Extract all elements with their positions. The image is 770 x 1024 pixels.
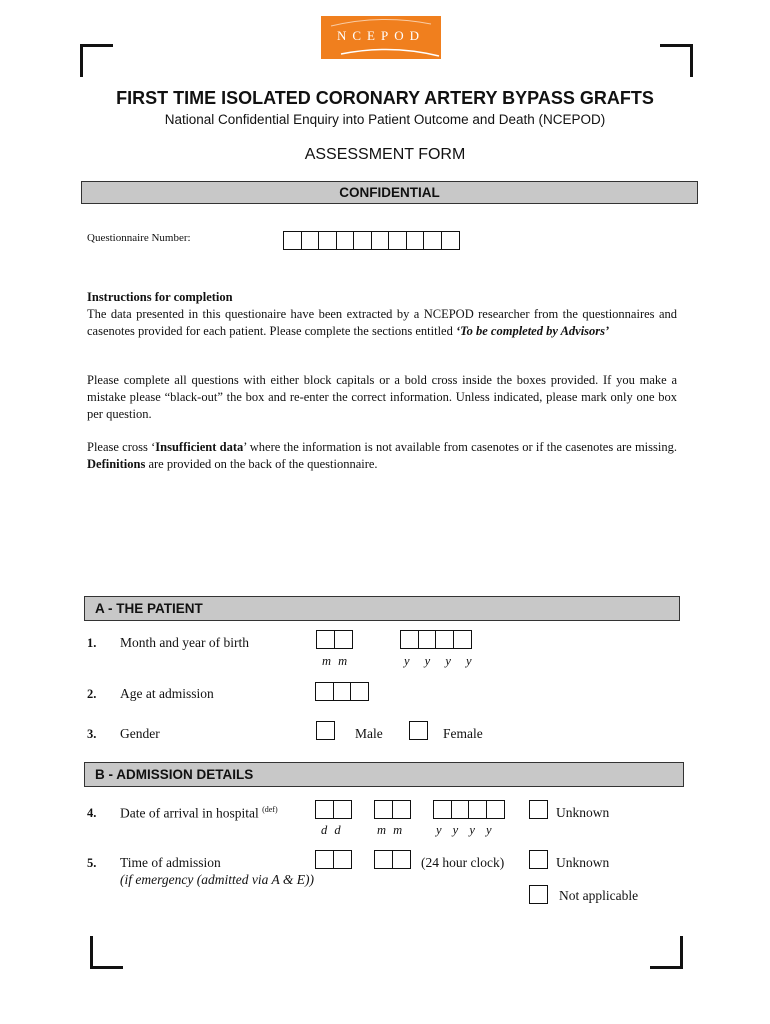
digit-box[interactable] — [388, 231, 407, 250]
definition-marker: (def) — [262, 805, 278, 814]
question-text: Gender — [120, 726, 160, 741]
arrival-unknown-checkbox[interactable] — [529, 800, 548, 819]
corner-mark-bottom-left — [90, 936, 123, 969]
day-hint: d d — [321, 823, 343, 837]
female-checkbox[interactable] — [409, 721, 428, 740]
digit-box[interactable] — [392, 850, 411, 869]
question-text-main: Date of arrival in hospital — [120, 805, 259, 821]
digit-box[interactable] — [374, 850, 393, 869]
digit-box[interactable] — [400, 630, 419, 649]
question-subtext: (if emergency (admitted via A & E)) — [120, 872, 314, 887]
admission-unknown-checkbox[interactable] — [529, 850, 548, 869]
instructions-block — [87, 289, 677, 340]
question-number: 4. — [87, 806, 97, 820]
ncepod-logo — [321, 16, 441, 59]
female-label: Female — [443, 726, 483, 741]
digit-box[interactable] — [301, 231, 320, 250]
year-hint: y y y y — [404, 654, 478, 668]
instructions-text: Please cross ‘ — [87, 440, 156, 454]
definitions-term: Definitions — [87, 457, 146, 471]
digit-box[interactable] — [468, 800, 487, 819]
page-subtitle: National Confidential Enquiry into Patient Outcome and Death (NCEPOD) — [164, 112, 606, 127]
instructions-paragraph-3 — [87, 439, 677, 473]
section-b-header: B - ADMISSION DETAILS — [84, 762, 684, 787]
instructions-text: ’ where the information is not available from casenotes or if the casenotes are missing. — [243, 440, 677, 454]
unknown-label: Unknown — [556, 855, 610, 870]
month-hint: m m — [377, 823, 405, 837]
digit-box[interactable] — [392, 800, 411, 819]
digit-box[interactable] — [315, 800, 334, 819]
year-hint: y y y y — [436, 823, 496, 837]
digit-box[interactable] — [315, 850, 334, 869]
page-title: FIRST TIME ISOLATED CORONARY ARTERY BYPASS GRAFTS — [116, 88, 654, 108]
section-a-header: A - THE PATIENT — [84, 596, 680, 621]
corner-mark-bottom-right — [650, 936, 683, 969]
digit-box[interactable] — [333, 682, 352, 701]
digit-box[interactable] — [333, 850, 352, 869]
question-text: Time of admission — [120, 855, 221, 870]
digit-box[interactable] — [333, 800, 352, 819]
corner-mark-top-right — [660, 44, 693, 77]
male-checkbox[interactable] — [316, 721, 335, 740]
not-applicable-checkbox[interactable] — [529, 885, 548, 904]
digit-box[interactable] — [423, 231, 442, 250]
question-number: 2. — [87, 687, 97, 701]
form-title: ASSESSMENT FORM — [304, 146, 466, 163]
admission-hour-boxes[interactable] — [315, 850, 350, 869]
instructions-heading: Instructions for completion — [87, 290, 233, 304]
digit-box[interactable] — [451, 800, 470, 819]
digit-box[interactable] — [486, 800, 505, 819]
question-number: 5. — [87, 856, 97, 870]
digit-box[interactable] — [371, 231, 390, 250]
unknown-label: Unknown — [556, 805, 610, 820]
age-boxes[interactable] — [315, 682, 368, 701]
digit-box[interactable] — [418, 630, 437, 649]
digit-box[interactable] — [374, 800, 393, 819]
instructions-paragraph-1 — [87, 306, 677, 340]
insufficient-data-term: Insufficient data — [155, 440, 244, 454]
not-applicable-label: Not applicable — [559, 888, 639, 903]
month-hint: m m — [322, 654, 350, 668]
male-label: Male — [355, 726, 383, 741]
digit-box[interactable] — [453, 630, 472, 649]
instructions-text: are provided on the back of the questionnaire. — [145, 457, 378, 471]
question-text — [120, 805, 278, 822]
question-text: Age at admission — [120, 686, 214, 701]
digit-box[interactable] — [433, 800, 452, 819]
digit-box[interactable] — [350, 682, 369, 701]
corner-mark-top-left — [80, 44, 113, 77]
birth-month-boxes[interactable] — [316, 630, 351, 649]
digit-box[interactable] — [353, 231, 372, 250]
question-number: 3. — [87, 727, 97, 741]
question-text: Month and year of birth — [120, 635, 249, 650]
digit-box[interactable] — [318, 231, 337, 250]
digit-box[interactable] — [336, 231, 355, 250]
logo-swoosh-icon — [321, 16, 441, 59]
arrival-year-boxes[interactable] — [433, 800, 503, 819]
logo-text: NCEPOD — [336, 28, 425, 43]
digit-box[interactable] — [435, 630, 454, 649]
questionnaire-number-label: Questionnaire Number: — [87, 232, 191, 244]
digit-box[interactable] — [334, 630, 353, 649]
digit-box[interactable] — [283, 231, 302, 250]
digit-box[interactable] — [316, 630, 335, 649]
instructions-text: The data presented in this questionaire have been extracted by a NCEPOD researcher from the questionnaires and casenotes provided for each patient. Please complete the sections entitled — [87, 307, 677, 338]
questionnaire-number-boxes[interactable] — [283, 231, 458, 250]
confidential-banner: CONFIDENTIAL — [81, 181, 698, 204]
instructions-emphasis: ‘To be completed by Advisors’ — [455, 324, 610, 338]
digit-box[interactable] — [315, 682, 334, 701]
arrival-month-boxes[interactable] — [374, 800, 409, 819]
arrival-day-boxes[interactable] — [315, 800, 350, 819]
digit-box[interactable] — [441, 231, 460, 250]
clock-label: (24 hour clock) — [421, 855, 505, 870]
birth-year-boxes[interactable] — [400, 630, 470, 649]
instructions-paragraph-2: Please complete all questions with either block capitals or a bold cross inside the boxes provided. If you make a mistake please “black-out” the box and re-enter the correct information. Unless indicated, please mark only one box per question. — [87, 373, 677, 421]
question-number: 1. — [87, 636, 97, 650]
admission-minute-boxes[interactable] — [374, 850, 409, 869]
digit-box[interactable] — [406, 231, 425, 250]
